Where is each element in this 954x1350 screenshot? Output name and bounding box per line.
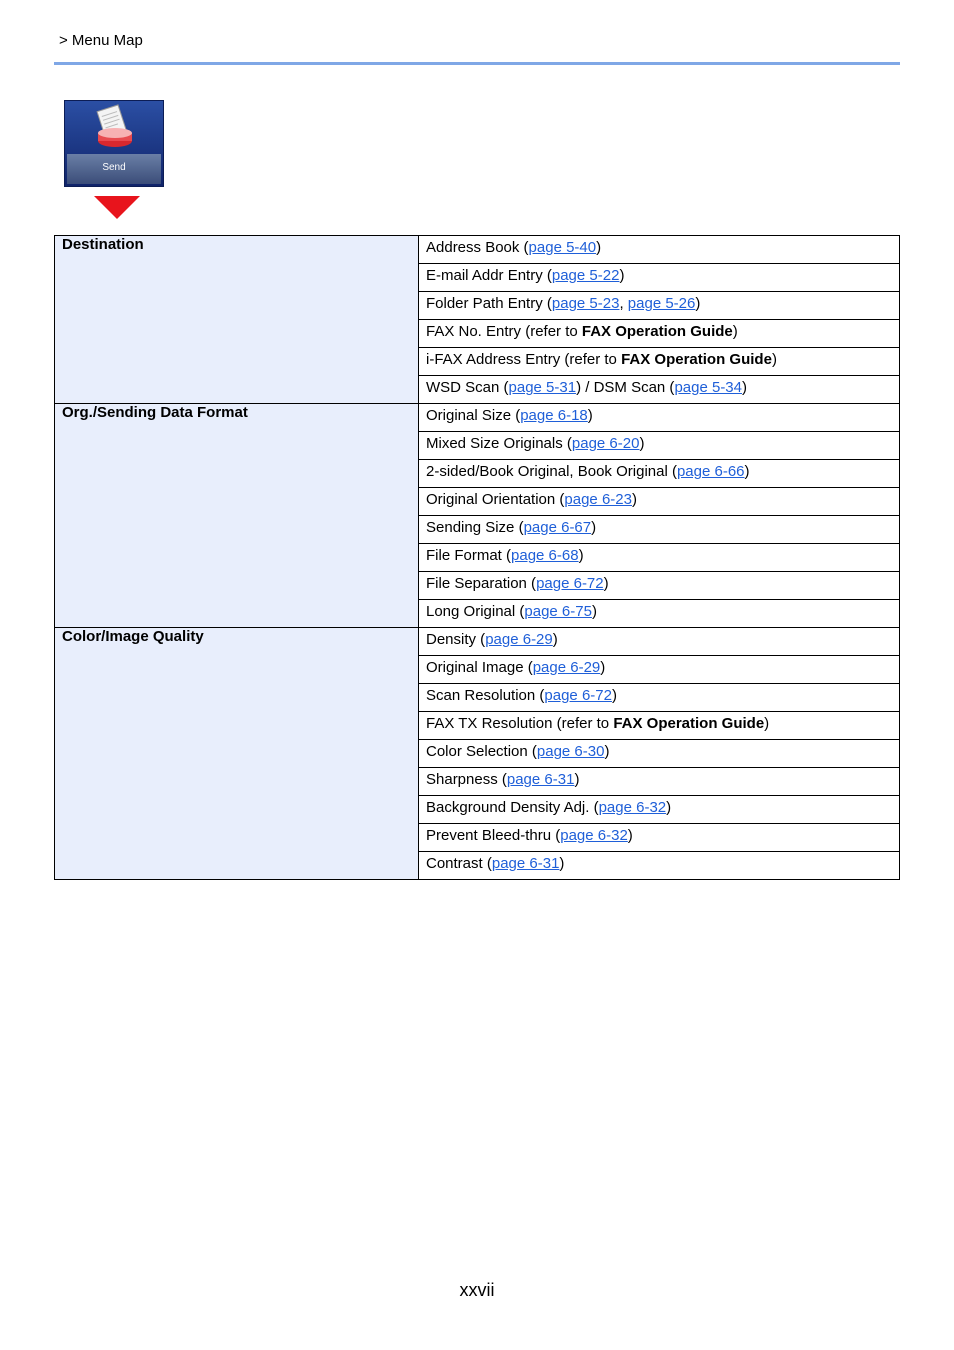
menu-item xyxy=(419,628,900,656)
item-text: Density ( xyxy=(426,631,486,648)
item-text: Prevent Bleed-thru ( xyxy=(426,827,561,844)
item-text: ) xyxy=(732,323,738,340)
menu-item xyxy=(419,600,900,628)
menu-item xyxy=(419,320,900,348)
item-text: Mixed Size Originals ( xyxy=(426,435,572,452)
menu-item xyxy=(419,348,900,376)
menu-item xyxy=(419,264,900,292)
down-arrow-icon xyxy=(94,196,140,220)
menu-item xyxy=(419,516,900,544)
item-text: File Separation ( xyxy=(426,575,537,592)
page-reference-link[interactable]: page 6-29 xyxy=(532,659,601,676)
item-text: ) / DSM Scan ( xyxy=(576,379,675,396)
item-text: E-mail Addr Entry ( xyxy=(426,267,552,284)
page-reference-link[interactable]: page 5-26 xyxy=(627,295,696,312)
item-text: ) xyxy=(574,771,580,788)
item-text: Long Original ( xyxy=(426,603,525,620)
menu-item xyxy=(419,460,900,488)
guide-reference: FAX Operation Guide xyxy=(621,351,772,368)
guide-reference: FAX Operation Guide xyxy=(613,715,765,732)
item-text: ) xyxy=(587,407,593,424)
item-text: , xyxy=(619,295,628,312)
item-text: Contrast ( xyxy=(426,855,492,872)
item-text: i-FAX Address Entry (refer to xyxy=(426,351,622,368)
page-reference-link[interactable]: page 6-32 xyxy=(598,799,667,816)
menu-item xyxy=(419,236,900,264)
menu-item xyxy=(419,712,900,740)
item-text: Original Size ( xyxy=(426,407,521,424)
page-reference-link[interactable]: page 6-75 xyxy=(524,603,592,620)
page-reference-link[interactable]: page 6-72 xyxy=(536,575,604,592)
page-reference-link[interactable]: page 5-23 xyxy=(551,295,620,312)
page-reference-link[interactable]: page 6-68 xyxy=(511,547,579,564)
item-text: ) xyxy=(591,603,597,620)
item-text: ) xyxy=(771,351,777,368)
menu-item xyxy=(419,572,900,600)
breadcrumb: > Menu Map xyxy=(59,32,143,49)
item-text: ) xyxy=(631,491,637,508)
page-reference-link[interactable]: page 6-32 xyxy=(560,827,628,844)
item-text: ) xyxy=(611,687,617,704)
item-text: ) xyxy=(695,295,701,312)
menu-map-table xyxy=(54,235,900,880)
send-label: Send xyxy=(67,154,161,184)
header-divider xyxy=(54,62,900,65)
menu-item xyxy=(419,292,900,320)
section-title: Destination xyxy=(55,236,419,404)
menu-item xyxy=(419,432,900,460)
item-text: ) xyxy=(603,575,609,592)
item-text: Original Image ( xyxy=(426,659,533,676)
item-text: 2-sided/Book Original, Book Original ( xyxy=(426,463,677,480)
menu-item xyxy=(419,488,900,516)
section-title: Org./Sending Data Format xyxy=(55,404,419,628)
page-reference-link[interactable]: page 6-29 xyxy=(485,631,553,648)
menu-item xyxy=(419,656,900,684)
item-text: ) xyxy=(764,715,770,732)
item-text: Sending Size ( xyxy=(426,519,524,536)
menu-item xyxy=(419,852,900,880)
page-reference-link[interactable]: page 5-40 xyxy=(528,239,597,256)
table-row xyxy=(55,236,900,264)
menu-item xyxy=(419,684,900,712)
page-reference-link[interactable]: page 5-34 xyxy=(674,379,742,396)
menu-item xyxy=(419,824,900,852)
send-tile xyxy=(64,100,164,187)
item-text: ) xyxy=(600,659,606,676)
menu-item xyxy=(419,544,900,572)
page-reference-link[interactable]: page 6-18 xyxy=(520,407,588,424)
menu-item xyxy=(419,376,900,404)
table-row xyxy=(55,628,900,656)
item-text: Scan Resolution ( xyxy=(426,687,545,704)
item-text: ) xyxy=(619,267,625,284)
page-number: xxvii xyxy=(459,1280,495,1300)
item-text: ) xyxy=(591,519,597,536)
page-reference-link[interactable]: page 6-31 xyxy=(506,771,575,788)
item-text: WSD Scan ( xyxy=(426,379,509,396)
item-text: ) xyxy=(744,463,750,480)
item-text: ) xyxy=(596,239,602,256)
page-reference-link[interactable]: page 6-20 xyxy=(571,435,640,452)
send-document-icon xyxy=(93,103,137,153)
item-text: FAX TX Resolution (refer to xyxy=(426,715,614,732)
menu-item xyxy=(419,740,900,768)
item-text: ) xyxy=(627,827,633,844)
item-text: ) xyxy=(559,855,565,872)
item-text: ) xyxy=(552,631,558,648)
item-text: Folder Path Entry ( xyxy=(426,295,552,312)
item-text: ) xyxy=(604,743,610,760)
page-reference-link[interactable]: page 6-30 xyxy=(536,743,605,760)
page-reference-link[interactable]: page 6-67 xyxy=(523,519,592,536)
item-text: Original Orientation ( xyxy=(426,491,565,508)
page-reference-link[interactable]: page 6-72 xyxy=(544,687,612,704)
menu-item xyxy=(419,768,900,796)
item-text: Address Book ( xyxy=(426,239,529,256)
item-text: Background Density Adj. ( xyxy=(426,799,599,816)
page-reference-link[interactable]: page 6-23 xyxy=(564,491,632,508)
item-text: Sharpness ( xyxy=(426,771,507,788)
menu-item xyxy=(419,796,900,824)
item-text: Color Selection ( xyxy=(426,743,537,760)
item-text: ) xyxy=(578,547,584,564)
item-text: ) xyxy=(742,379,747,396)
page-reference-link[interactable]: page 5-22 xyxy=(551,267,620,284)
item-text: File Format ( xyxy=(426,547,512,564)
table-row xyxy=(55,404,900,432)
page-reference-link[interactable]: page 6-66 xyxy=(676,463,745,480)
menu-item xyxy=(419,404,900,432)
item-text: ) xyxy=(666,799,672,816)
item-text: ) xyxy=(639,435,645,452)
page-reference-link[interactable]: page 6-31 xyxy=(491,855,560,872)
item-text: FAX No. Entry (refer to xyxy=(426,323,582,340)
page-reference-link[interactable]: page 5-31 xyxy=(508,379,577,396)
guide-reference: FAX Operation Guide xyxy=(581,323,733,340)
section-title: Color/Image Quality xyxy=(55,628,419,880)
